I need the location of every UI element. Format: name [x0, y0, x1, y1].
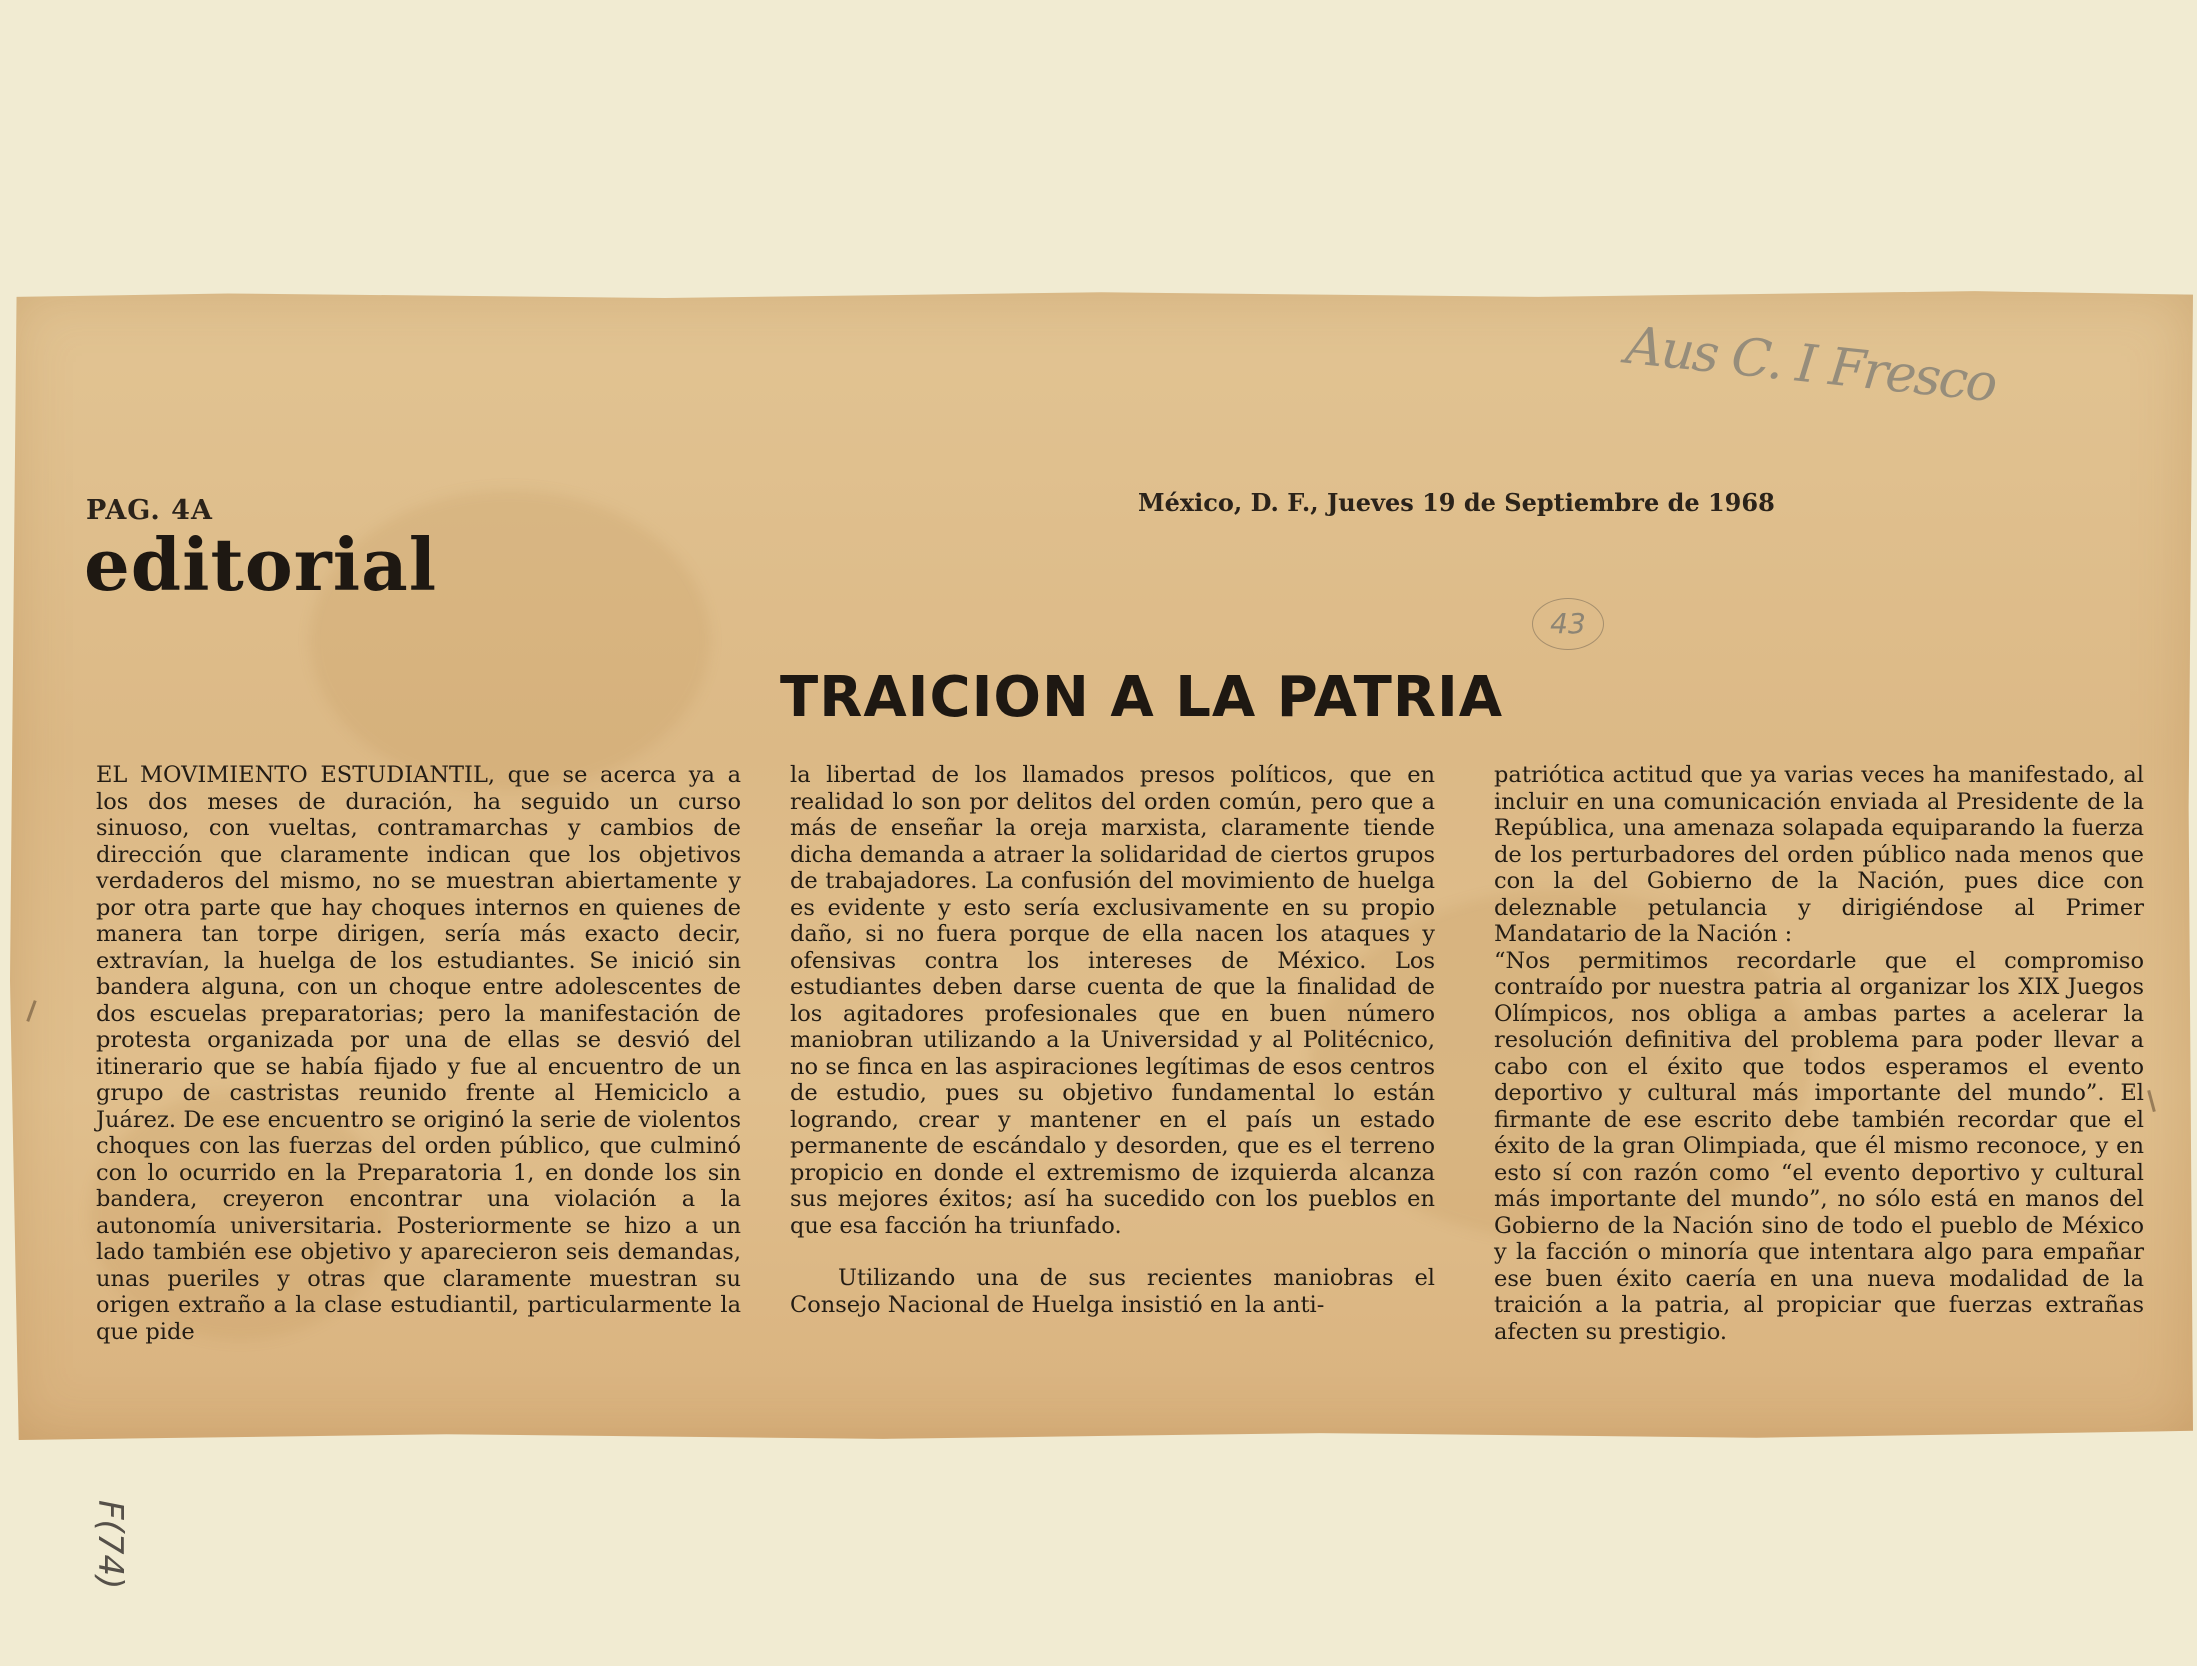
article-column-2: [790, 762, 1435, 1318]
article-headline: TRAICION A LA PATRIA: [780, 665, 1504, 730]
article-paragraph: “Nos permitimos recordarle que el compromiso contraído por nuestra patria al organizar los XIX Juegos Olímpicos, nos obliga a ambas partes a acelerar la resolución definitiva del problema para poder llevar a cabo con el éxito que todos esperamos el evento deportivo y cultural más importante del mundo”. El firmante de ese escrito debe también recordar que el éxito de la gran Olimpiada, que él mismo reconoce, y en esto sí con razón como “el evento deportivo y cultural más importante del mundo”, no sólo está en manos del Gobierno de la Nación sino de todo el pueblo de México y la facción o minoría que intentara algo para empañar ese buen éxito caería en una nueva modalidad de la traición a la patria, al propiciar que fuerzas extrañas afecten su prestigio.: [1494, 947, 2144, 1345]
article-column-3: [1494, 762, 2144, 1345]
article-paragraph: EL MOVIMIENTO ESTUDIANTIL, que se acerca ya a los dos meses de duración, ha seguido un curso sinuoso, con vueltas, contramarchas y cambios de dirección que claramente indican que los objetivos verdaderos del mismo, no se muestran abiertamente y por otra parte que hay choques internos en quienes de manera tan torpe dirigen, sería más exacto decir, extravían, la huelga de los estudiantes. Se inició sin bandera alguna, con un choque entre adolescentes de dos escuelas preparatorias; pero la manifestación de protesta organizada por una de ellas se desvió del itinerario que se había fijado y fue al encuentro de un grupo de castristas reunido frente al Hemiciclo a Juárez. De ese encuentro se originó la serie de violentos choques con las fuerzas del orden público, que culminó con lo ocurrido en la Preparatoria 1, en donde los sin bandera, creyeron encontrar una violación a la autonomía universitaria. Posteriormente se hizo a un lado también ese objetivo y aparecieron seis demandas, unas pueriles y otras que claramente muestran su origen extraño a la clase estudiantil, particularmente la que pide: [96, 762, 741, 1345]
folio-number: 43: [1532, 598, 1604, 650]
section-title: editorial: [84, 522, 438, 607]
article-paragraph: patriótica actitud que ya varias veces ha manifestado, al incluir en una comunicación enviada al Presidente de la República, una amenaza solapada equiparando la fuerza de los perturbadores del orden público nada menos que con la del Gobierno de la Nación, pues dice con deleznable petulancia y dirigiéndose al Primer Mandatario de la Nación :: [1494, 762, 2144, 947]
article-paragraph: Utilizando una de sus recientes maniobras el Consejo Nacional de Huelga insistió en la anti-: [790, 1265, 1435, 1318]
dateline: México, D. F., Jueves 19 de Septiembre de 1968: [1138, 488, 1775, 517]
article-column-1: [96, 762, 741, 1345]
archive-mark: F(74): [90, 1500, 130, 1590]
page-label: PAG. 4A: [86, 495, 213, 526]
article-paragraph: la libertad de los llamados presos políticos, que en realidad lo son por delitos del orden común, pero que a más de enseñar la oreja marxista, claramente tiende dicha demanda a atraer la solidaridad de ciertos grupos de trabajadores. La confusión del movimiento de huelga es evidente y esto sería exclusivamente en su propio daño, si no fuera porque de ella nacen los ataques y ofensivas contra los intereses de México. Los estudiantes deben darse cuenta de que la finalidad de los agitadores profesionales que en buen número maniobran utilizando a la Universidad y al Politécnico, no se finca en las aspiraciones legítimas de esos centros de estudio, pues su objetivo fundamental lo están logrando, crear y mantener en el país un estado permanente de escándalo y desorden, que es el terreno propicio en donde el extremismo de izquierda alcanza sus mejores éxitos; así ha sucedido con los pueblos en que esa facción ha triunfado.: [790, 762, 1435, 1239]
handwritten-signature: Aus C. I Fresco: [1622, 315, 1999, 415]
